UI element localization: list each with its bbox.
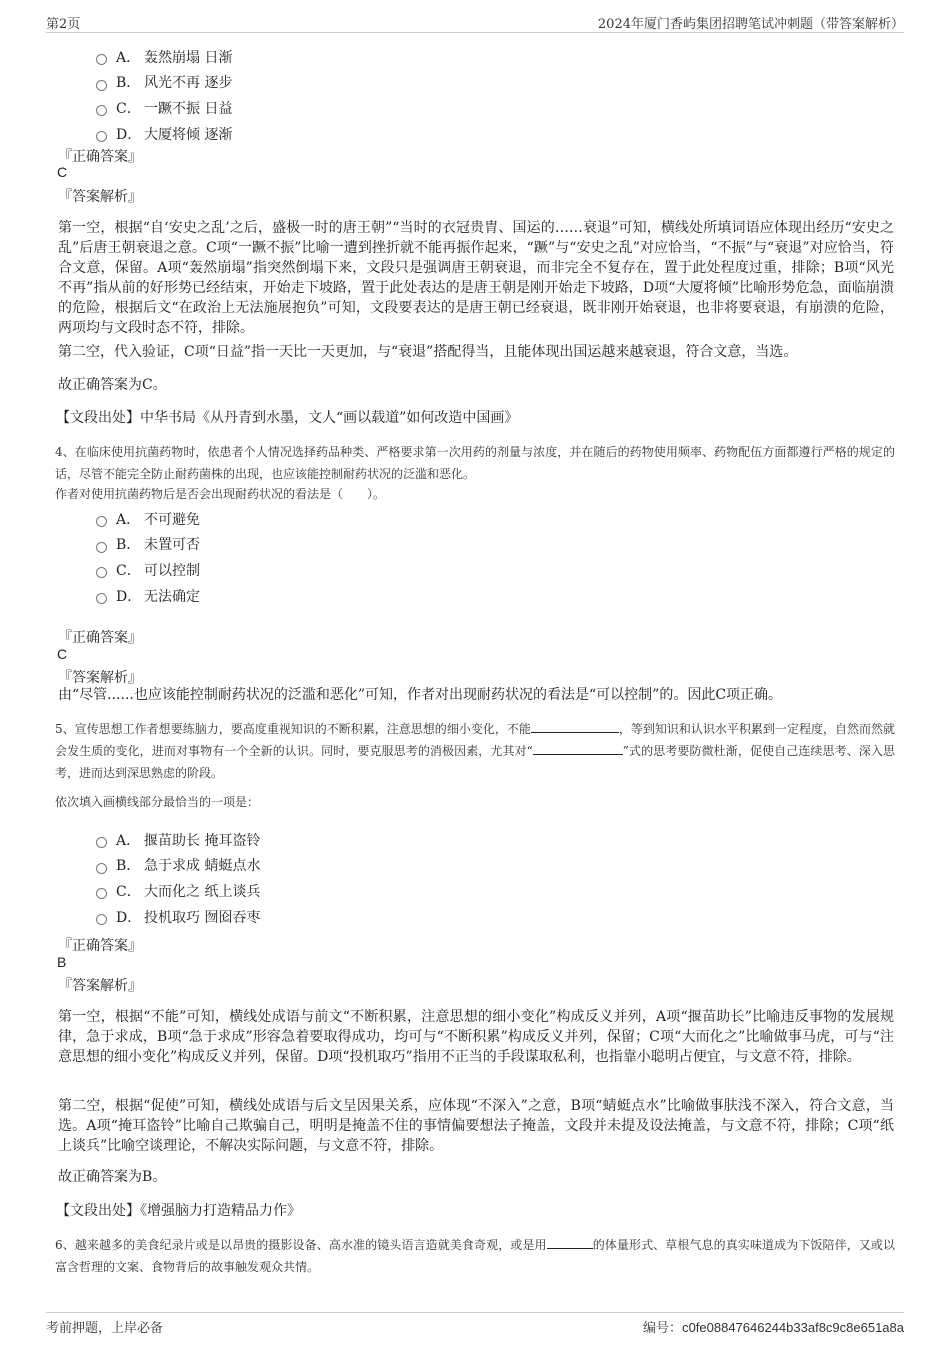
q3-analysis-label: 『答案解析』 bbox=[58, 189, 142, 205]
option-text: 大而化之 纸上谈兵 bbox=[144, 883, 261, 900]
q3-analysis-1: 第一空，根据“自‘安史之乱’之后，盛极一时的唐王朝”“当时的衣冠贵胄、国运的……衰退”可知，横线处所填词语应体现出经历“安史之乱”后唐王朝衰退之意。C项“一蹶不振”比喻一遭到挫折就不能再振作起来，“蹶”与“安史之乱”对应恰当，“不振”与“衰退”对应恰当，符合文意，保留。A项“轰然崩塌”指突然倒塌下来，文段只是强调唐王朝衰退，而非完全不复存在，置于此处程度过重，排除；B项“风光不再”指从前的好形势已经结束，开始走下坡路，置于此处表达的是唐王朝是刚开始走下坡路，D项“大厦将倾”比喻形势危急，面临崩溃的危险，根据后文“在政治上无法施展抱负”可知，文段要表达的是唐王朝已经衰退，既非刚开始衰退，也非将要衰退，有崩溃的危险，两项均与文段时态不符，排除。 bbox=[58, 220, 894, 336]
q3-options bbox=[96, 44, 232, 146]
option-text: 无法确定 bbox=[144, 588, 200, 605]
radio-icon[interactable] bbox=[96, 516, 107, 527]
q3-answer: C bbox=[57, 164, 68, 180]
q3-analysis-2: 第二空，代入验证，C项“日益”指一天比一天更加，与“衰退”搭配得当，且能体现出国运越来越衰退，符合文意，当选。 bbox=[58, 344, 798, 360]
option-key: D． bbox=[116, 909, 142, 926]
option-text: 投机取巧 囫囵吞枣 bbox=[144, 909, 261, 926]
footer-slogan: 考前押题，上岸必备 bbox=[46, 1321, 164, 1336]
q6-stem-part-1: 6、越来越多的美食纪录片或是以昂贵的摄影设备、高水准的镜头语言造就美食奇观，或是用 bbox=[55, 1238, 547, 1252]
q5-stem bbox=[55, 718, 895, 784]
radio-icon[interactable] bbox=[96, 837, 107, 848]
q4-answer-label: 『正确答案』 bbox=[58, 630, 142, 646]
q5-option-a[interactable] bbox=[96, 827, 260, 853]
radio-icon[interactable] bbox=[96, 593, 107, 604]
q5-blank-2 bbox=[533, 740, 623, 755]
option-text: 轰然崩塌 日渐 bbox=[144, 49, 233, 66]
q5-blank-1 bbox=[531, 718, 619, 733]
q5-option-c[interactable] bbox=[96, 878, 260, 904]
radio-icon[interactable] bbox=[96, 105, 107, 116]
q4-option-a[interactable] bbox=[96, 506, 200, 532]
document-title: 2024年厦门香屿集团招聘笔试冲刺题（带答案解析） bbox=[597, 17, 904, 32]
option-key: D． bbox=[116, 126, 142, 143]
option-text: 未置可否 bbox=[144, 537, 200, 554]
q3-conclusion: 故正确答案为C。 bbox=[58, 377, 167, 393]
q4-stem: 4、在临床使用抗菌药物时，依患者个人情况选择药品种类、严格要求第一次用药的剂量与浓度，并在随后的药物使用频率、药物配伍方面都遵行严格的规定的话，尽管不能完全防止耐药菌株的出现，也应该能控制耐药状况的泛滥和恶化。 bbox=[55, 445, 895, 481]
option-key: A． bbox=[116, 511, 141, 528]
q4-option-d[interactable] bbox=[96, 583, 200, 609]
q4-analysis-label: 『答案解析』 bbox=[58, 670, 142, 686]
q5-stem-part-2: ，等到知识和认识水平积累到一定程度，自然而然就会发生质的变化，进而对事物有一个全新的认识。同时，要克服思考的消极因素，尤其对“ bbox=[55, 722, 895, 758]
radio-icon[interactable] bbox=[96, 54, 107, 65]
option-key: B． bbox=[116, 858, 141, 875]
radio-icon[interactable] bbox=[96, 914, 107, 925]
option-key: B． bbox=[116, 75, 141, 92]
page-number: 第2页 bbox=[46, 17, 81, 32]
q4-analysis: 由“尽管......也应该能控制耐药状况的泛滥和恶化”可知，作者对出现耐药状况的看法是“可以控制”的。因此C项正确。 bbox=[58, 687, 783, 703]
q5-analysis-1: 第一空，根据“不能”可知，横线处成语与前文“不断积累，注意思想的细小变化”构成反义并列，A项“揠苗助长”比喻违反事物的发展规律，急于求成，B项“急于求成”形容急着要取得成功，均可与“不断积累”构成反义并列，保留；C项“大而化之”比喻做事马虎，可与“注意思想的细小变化”构成反义并列，保留。D项“投机取巧”指用不正当的手段谋取私利，也指靠小聪明占便宜，与文意不符，排除。 bbox=[58, 1009, 894, 1065]
q5-answer-label: 『正确答案』 bbox=[58, 938, 142, 954]
q4-options bbox=[96, 506, 200, 608]
option-text: 急于求成 蜻蜓点水 bbox=[144, 858, 261, 875]
option-text: 可以控制 bbox=[144, 562, 200, 579]
option-text: 一蹶不振 日益 bbox=[144, 100, 233, 117]
q5-answer: B bbox=[57, 954, 67, 970]
radio-icon[interactable] bbox=[96, 542, 107, 553]
q5-option-d[interactable] bbox=[96, 904, 260, 930]
q5-question: 依次填入画横线部分最恰当的一项是： bbox=[55, 795, 260, 809]
q4-answer: C bbox=[57, 646, 68, 662]
q3-option-c[interactable] bbox=[96, 95, 232, 121]
q6-stem bbox=[55, 1234, 895, 1278]
radio-icon[interactable] bbox=[96, 888, 107, 899]
q5-option-b[interactable] bbox=[96, 853, 260, 879]
document-code bbox=[643, 1317, 904, 1336]
q4-option-c[interactable] bbox=[96, 557, 200, 583]
document-code-label: 编号： bbox=[643, 1321, 683, 1336]
page-header bbox=[46, 10, 904, 33]
radio-icon[interactable] bbox=[96, 567, 107, 578]
q3-option-b[interactable] bbox=[96, 70, 232, 96]
option-text: 揠苗助长 掩耳盗铃 bbox=[144, 832, 261, 849]
q5-options bbox=[96, 827, 260, 929]
option-text: 不可避免 bbox=[144, 511, 200, 528]
q6-blank bbox=[547, 1234, 593, 1249]
option-key: A． bbox=[116, 832, 141, 849]
q3-option-a[interactable] bbox=[96, 44, 232, 70]
q5-analysis-label: 『答案解析』 bbox=[58, 978, 142, 994]
option-key: C． bbox=[116, 100, 141, 117]
q3-option-d[interactable] bbox=[96, 121, 232, 147]
option-key: C． bbox=[116, 562, 141, 579]
radio-icon[interactable] bbox=[96, 131, 107, 142]
radio-icon[interactable] bbox=[96, 863, 107, 874]
radio-icon[interactable] bbox=[96, 80, 107, 91]
page-footer bbox=[46, 1312, 904, 1335]
option-key: A． bbox=[116, 49, 141, 66]
q3-source: 【文段出处】中华书局《从丹青到水墨，文人“画以载道”如何改造中国画》 bbox=[56, 410, 519, 426]
q5-stem-part-3: ”式的思考要防微杜渐，促使自己连续思考、深入思考，进而达到深思熟虑的阶段。 bbox=[55, 744, 895, 780]
option-text: 风光不再 逐步 bbox=[144, 75, 233, 92]
q5-source: 【文段出处】《增强脑力打造精品力作》 bbox=[56, 1203, 301, 1219]
q3-answer-label: 『正确答案』 bbox=[58, 149, 142, 165]
option-text: 大厦将倾 逐渐 bbox=[144, 126, 233, 143]
q5-conclusion: 故正确答案为B。 bbox=[58, 1169, 167, 1185]
q4-question: 作者对使用抗菌药物后是否会出现耐药状况的看法是（ ）。 bbox=[55, 487, 386, 501]
option-key: D． bbox=[116, 588, 142, 605]
option-key: C． bbox=[116, 883, 141, 900]
document-code-value: c0fe08847646244b33af8c9c8e651a8a bbox=[682, 1320, 904, 1335]
q5-analysis-2: 第二空，根据“促使”可知，横线处成语与后文呈因果关系，应体现“不深入”之意，B项“蜻蜓点水”比喻做事肤浅不深入，符合文意，当选。A项“掩耳盗铃”比喻自己欺骗自己，明明是掩盖不住的事情偏要想法子掩盖，文段并未提及设法掩盖，与文意不符，排除；C项“纸上谈兵”比喻空谈理论，不解决实际问题，与文意不符，排除。 bbox=[58, 1098, 894, 1154]
option-key: B． bbox=[116, 537, 141, 554]
q4-option-b[interactable] bbox=[96, 532, 200, 558]
q6-stem-part-2: 的体量形式、草根气息的真实味道成为下饭陪伴，又或以富含哲理的文案、食物背后的故事触发观众共情。 bbox=[55, 1238, 895, 1274]
q5-stem-part-1: 5、宣传思想工作者想要练脑力，要高度重视知识的不断积累，注意思想的细小变化，不能 bbox=[55, 722, 531, 736]
